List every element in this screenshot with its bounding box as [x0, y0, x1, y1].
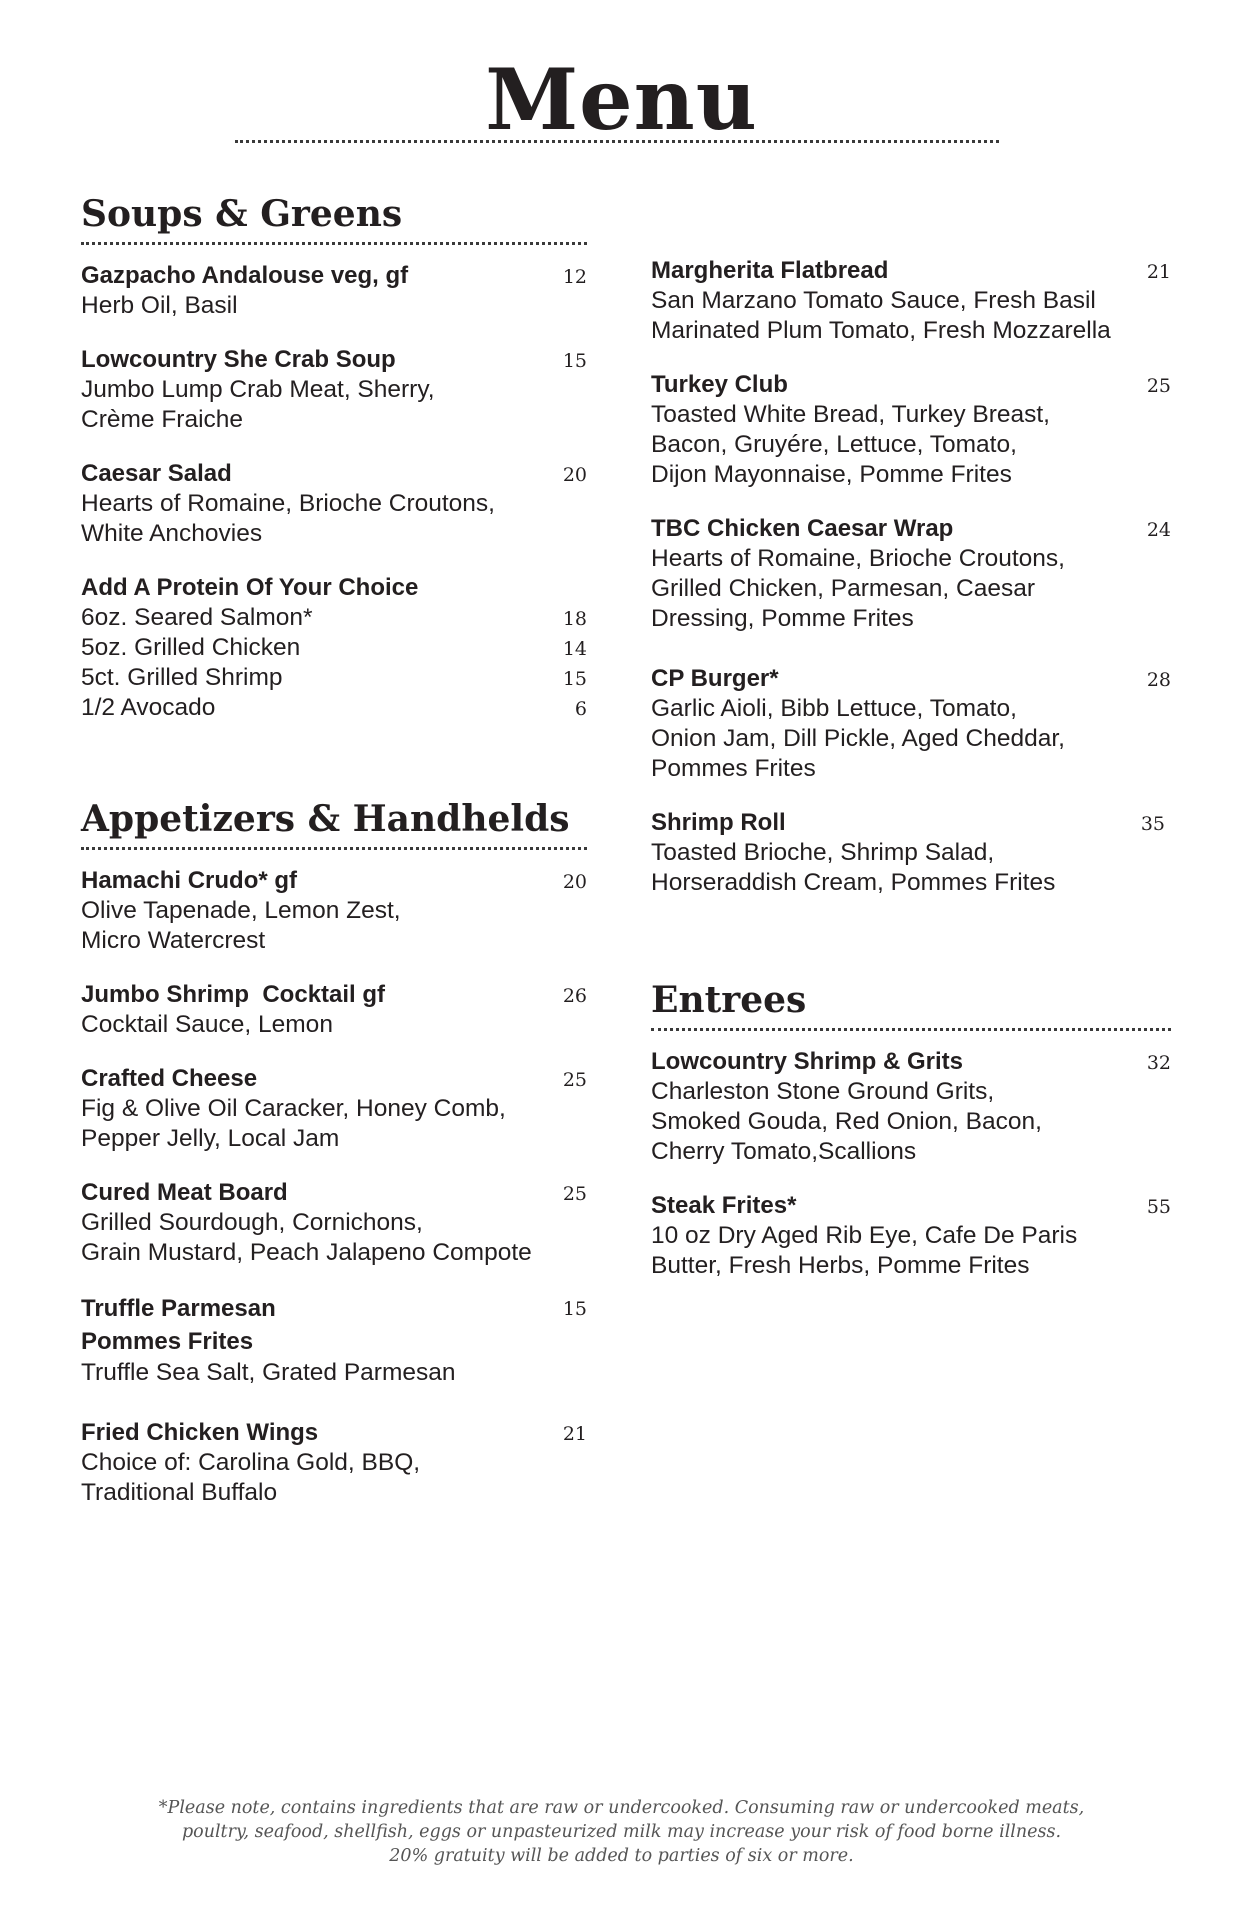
protein-price: 6 [574, 698, 587, 720]
protein-option [81, 633, 587, 663]
protein-name: 6oz. Seared Salmon* [81, 604, 313, 631]
item-description: Olive Tapenade, Lemon Zest, Micro Watercrest [81, 897, 401, 954]
menu-item [81, 980, 587, 1040]
item-price: 12 [562, 266, 587, 288]
menu-item [81, 1292, 587, 1388]
item-name: Truffle Parmesan Pommes Frites [81, 1295, 276, 1355]
section-divider [81, 847, 587, 850]
item-price: 20 [562, 464, 587, 486]
protein-price: 18 [562, 608, 587, 630]
section-title-entrees: Entrees [651, 979, 807, 1021]
item-description: Herb Oil, Basil [81, 292, 238, 319]
item-price: 24 [1146, 519, 1171, 541]
item-description: Cocktail Sauce, Lemon [81, 1011, 333, 1038]
disclaimer-footer [0, 1796, 1243, 1868]
item-description: Choice of: Carolina Gold, BBQ, Traditional Buffalo [81, 1449, 421, 1506]
item-name: Steak Frites* [651, 1192, 797, 1219]
item-name: TBC Chicken Caesar Wrap [651, 515, 954, 542]
item-price: 25 [562, 1069, 587, 1091]
item-name: Margherita Flatbread [651, 257, 889, 284]
section-title-soups: Soups & Greens [81, 193, 403, 235]
item-name: Jumbo Shrimp Cocktail gf [81, 981, 386, 1008]
item-price: 28 [1146, 669, 1171, 691]
disclaimer-line: poultry, seafood, shellfish, eggs or unpasteurized milk may increase your risk of food borne illness. [181, 1822, 1062, 1842]
protein-addons [81, 573, 587, 723]
item-name: Lowcountry Shrimp & Grits [651, 1048, 964, 1075]
left-column [81, 192, 587, 1532]
item-description: Charleston Stone Ground Grits, Smoked Gouda, Red Onion, Bacon, Cherry Tomato,Scallions [651, 1078, 1042, 1165]
item-price: 15 [562, 350, 587, 372]
menu-item [651, 1047, 1171, 1167]
menu-item [651, 514, 1171, 634]
menu-item [651, 808, 1171, 898]
item-description: San Marzano Tomato Sauce, Fresh Basil Marinated Plum Tomato, Fresh Mozzarella [651, 287, 1111, 344]
item-description: Grilled Sourdough, Cornichons, Grain Mustard, Peach Jalapeno Compote [81, 1209, 532, 1266]
section-title-appetizers: Appetizers & Handhelds [81, 798, 570, 840]
item-price: 25 [1146, 375, 1171, 397]
item-price: 25 [562, 1183, 587, 1205]
menu-item [81, 459, 587, 549]
item-price: 35 [1140, 813, 1165, 835]
menu-item [81, 261, 587, 321]
menu-item [651, 664, 1171, 784]
item-name: Turkey Club [651, 371, 788, 398]
page-title: Menu [485, 50, 758, 149]
item-name: Lowcountry She Crab Soup [81, 346, 396, 373]
title-divider [235, 140, 999, 143]
gratuity-note: 20% gratuity will be added to parties of six or more. [389, 1846, 854, 1866]
protein-option [81, 693, 587, 723]
item-description: Hearts of Romaine, Brioche Croutons, White Anchovies [81, 490, 495, 547]
protein-price: 15 [562, 668, 587, 690]
protein-name: 5oz. Grilled Chicken [81, 634, 301, 661]
protein-option [81, 603, 587, 633]
menu-item [81, 866, 587, 956]
menu-item [651, 370, 1171, 490]
right-column [651, 256, 1171, 1305]
menu-item [81, 1418, 587, 1508]
protein-price: 14 [562, 638, 587, 660]
menu-item [81, 345, 587, 435]
protein-name: 1/2 Avocado [81, 694, 216, 721]
item-name: Fried Chicken Wings [81, 1419, 319, 1446]
disclaimer-line: *Please note, contains ingredients that are raw or undercooked. Consuming raw or undercooked meats, [158, 1798, 1085, 1818]
item-description: Toasted Brioche, Shrimp Salad, Horseraddish Cream, Pommes Frites [651, 839, 1056, 896]
item-name: Hamachi Crudo* gf [81, 867, 298, 894]
section-divider [81, 242, 587, 245]
item-name: Cured Meat Board [81, 1179, 288, 1206]
item-name: Caesar Salad [81, 460, 232, 487]
item-description: Fig & Olive Oil Caracker, Honey Comb, Pepper Jelly, Local Jam [81, 1095, 506, 1152]
protein-option [81, 663, 587, 693]
section-divider [651, 1028, 1171, 1031]
menu-item [651, 256, 1171, 346]
item-price: 55 [1146, 1196, 1171, 1218]
item-description: Jumbo Lump Crab Meat, Sherry, Crème Fraiche [81, 376, 435, 433]
item-price: 21 [1146, 261, 1171, 283]
menu-item [81, 1064, 587, 1154]
item-description: Truffle Sea Salt, Grated Parmesan [81, 1359, 456, 1386]
item-price: 15 [562, 1298, 587, 1320]
menu-item [81, 1178, 587, 1268]
item-price: 21 [562, 1423, 587, 1445]
item-price: 20 [562, 871, 587, 893]
item-price: 32 [1146, 1052, 1171, 1074]
item-price: 26 [562, 985, 587, 1007]
menu-item [651, 1191, 1171, 1281]
item-name: Crafted Cheese [81, 1065, 258, 1092]
item-name: Shrimp Roll [651, 809, 786, 836]
item-description: Garlic Aioli, Bibb Lettuce, Tomato, Onion Jam, Dill Pickle, Aged Cheddar, Pommes Frites [651, 695, 1065, 782]
protein-title: Add A Protein Of Your Choice [81, 574, 419, 601]
item-name: CP Burger* [651, 665, 779, 692]
item-name: Gazpacho Andalouse veg, gf [81, 262, 409, 289]
item-description: Hearts of Romaine, Brioche Croutons, Grilled Chicken, Parmesan, Caesar Dressing, Pomme Frites [651, 545, 1065, 632]
item-description: 10 oz Dry Aged Rib Eye, Cafe De Paris Butter, Fresh Herbs, Pomme Frites [651, 1222, 1078, 1279]
protein-name: 5ct. Grilled Shrimp [81, 664, 283, 691]
item-description: Toasted White Bread, Turkey Breast, Bacon, Gruyére, Lettuce, Tomato, Dijon Mayonnaise, Pomme Frites [651, 401, 1050, 488]
